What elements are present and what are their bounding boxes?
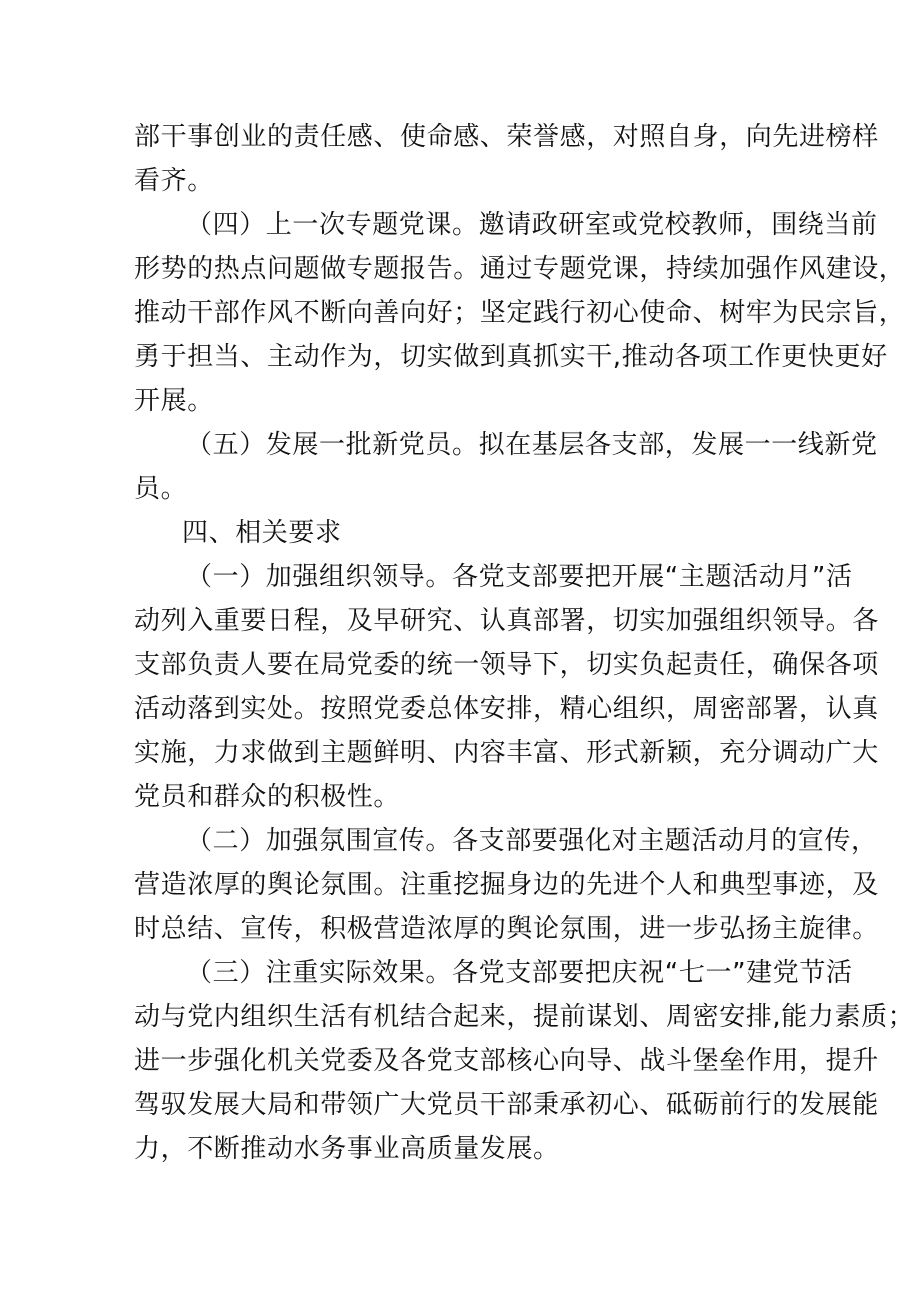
text-line: 营造浓厚的舆论氛围。注重挖掘身边的先进个人和典型事迹，及 xyxy=(134,870,879,900)
text-line: 进一步强化机关党委及各党支部核心向导、战斗堡垒作用，提升 xyxy=(134,1046,879,1076)
text-line: 动与党内组织生活有机结合起来，提前谋划、周密安排,能力素质； xyxy=(134,1002,915,1032)
section-five-heading-line: （五）发展一批新党员。拟在基层各支部，发展一一线新党 xyxy=(186,430,878,460)
text-line: 驾驭发展大局和带领广大党员干部秉承初心、砥砺前行的发展能 xyxy=(134,1090,879,1120)
text-line: 勇于担当、主动作为，切实做到真抓实干,推动各项工作更快更好 xyxy=(134,342,888,372)
text-line: 支部负责人要在局党委的统一领导下，切实负起责任，确保各项 xyxy=(134,650,879,680)
text-line: 活动落到实处。按照党委总体安排，精心组织，周密部署，认真 xyxy=(134,694,879,724)
requirement-one-line: （一）加强组织领导。各党支部要把开展“主题活动月”活 xyxy=(186,562,853,592)
requirement-two-line: （二）加强氛围宣传。各支部要强化对主题活动月的宣传， xyxy=(186,826,878,856)
text-line: 动列入重要日程，及早研究、认真部署，切实加强组织领导。各 xyxy=(134,606,879,636)
section-heading-requirements: 四、相关要求 xyxy=(182,518,342,548)
text-line: 推动干部作风不断向善向好；坚定践行初心使命、树牢为民宗旨， xyxy=(134,298,906,328)
text-line: 实施，力求做到主题鲜明、内容丰富、形式新颖，充分调动广大 xyxy=(134,738,879,768)
text-line: 开展。 xyxy=(134,386,214,416)
text-line: 时总结、宣传，积极营造浓厚的舆论氛围，进一步弘扬主旋律。 xyxy=(134,914,879,944)
section-four-heading-line: （四）上一次专题党课。邀请政研室或党校教师，围绕当前 xyxy=(186,210,878,240)
text-line: 力，不断推动水务事业高质量发展。 xyxy=(134,1134,560,1164)
text-line: 员。 xyxy=(134,474,188,504)
requirement-three-line: （三）注重实际效果。各党支部要把庆祝“七一”建党节活 xyxy=(186,958,853,988)
text-line: 部干事创业的责任感、使命感、荣誉感，对照自身，向先进榜样 xyxy=(134,122,879,152)
text-line: 形势的热点问题做专题报告。通过专题党课，持续加强作风建设， xyxy=(134,254,906,284)
text-line: 党员和群众的积极性。 xyxy=(134,782,401,812)
text-line: 看齐。 xyxy=(134,166,214,196)
